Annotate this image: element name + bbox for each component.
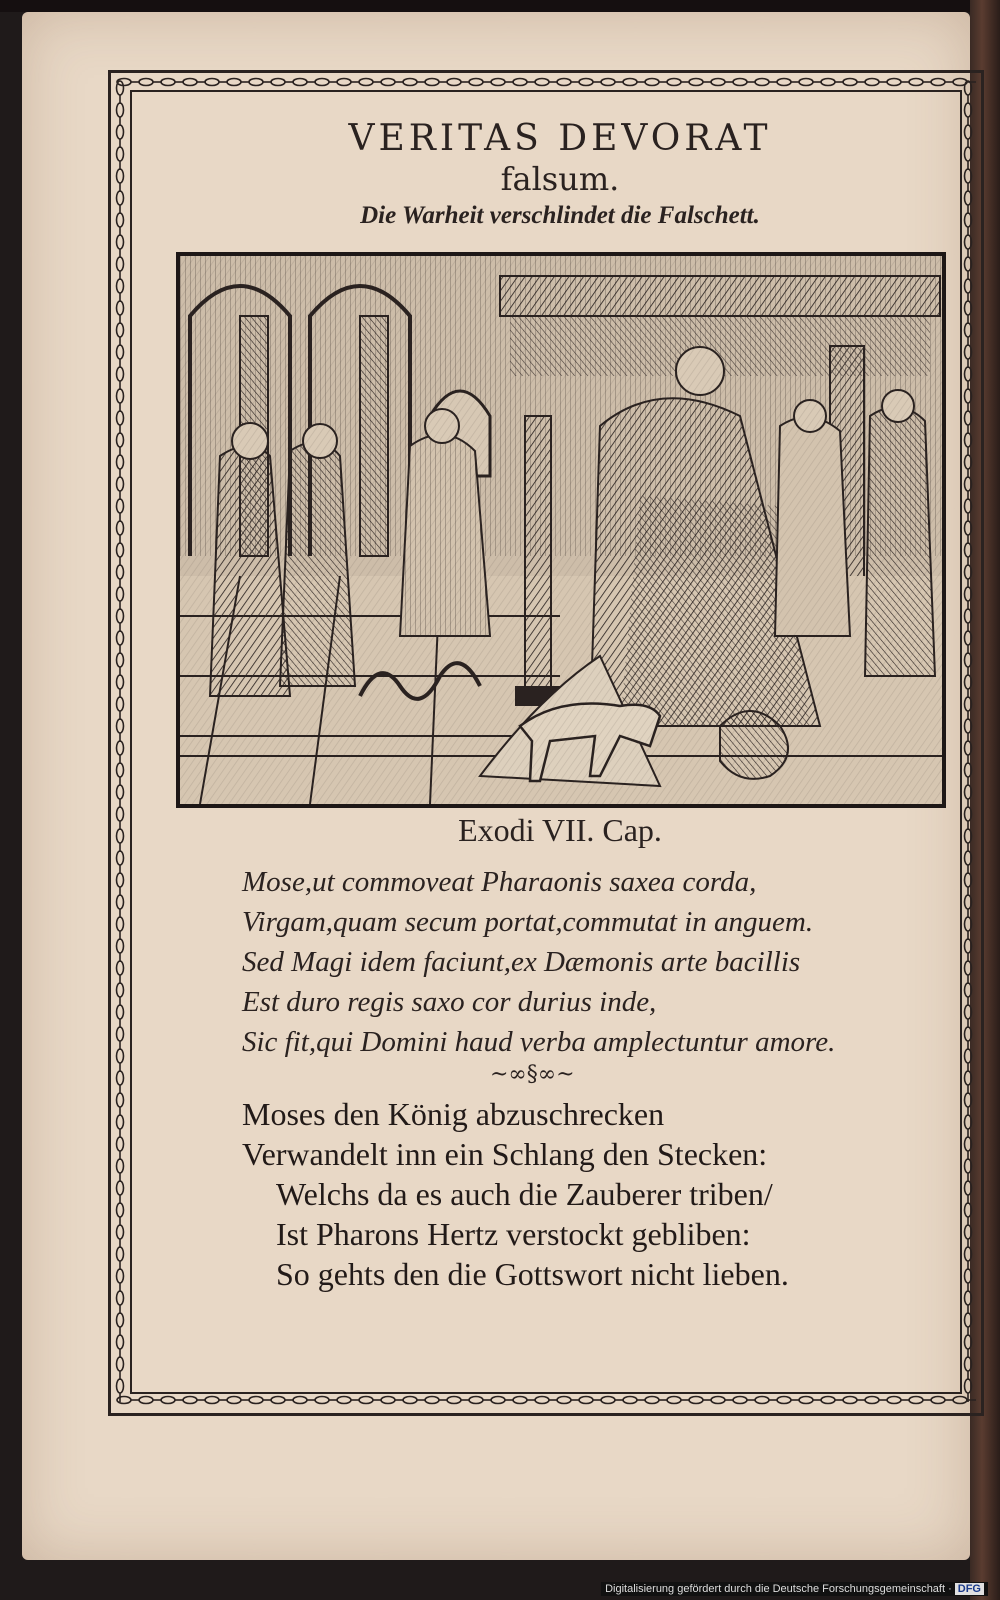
german-verse-line: Ist Pharons Hertz verstockt gebliben: — [276, 1216, 751, 1252]
german-verse-block — [242, 1094, 842, 1294]
german-verse-line: Moses den König abzuschrecken — [242, 1096, 665, 1132]
latin-verse-line: Sic fit,qui Domini haud verba amplectuntur amore. — [242, 1026, 836, 1058]
latin-verse-line: Mose,ut commoveat Pharaonis saxea corda, — [242, 866, 757, 898]
credit-text: Digitalisierung gefördert durch die Deutsche Forschungsgemeinschaft · — [605, 1583, 952, 1595]
german-verse-line: Welchs da es auch die Zauberer triben/ — [276, 1176, 773, 1212]
woodcut-illustration — [176, 252, 946, 808]
fleuron-ornament: ~∞§∞~ — [490, 1062, 575, 1087]
german-verse-line: Verwandelt inn ein Schlang den Stecken: — [242, 1136, 768, 1172]
german-motto: Die Warheit verschlindet die Falschett. — [360, 202, 760, 229]
scan-top-edge — [0, 0, 1000, 12]
latin-motto-continuation: falsum. — [500, 160, 620, 198]
latin-verse-line: Est duro regis saxo cor durius inde, — [242, 986, 657, 1018]
latin-verse-block — [242, 862, 882, 1062]
chapter-caption: Exodi VII. Cap. — [458, 812, 662, 848]
chain-border-top — [112, 76, 976, 88]
german-verse-line: So gehts den die Gottswort nicht lieben. — [276, 1256, 789, 1292]
latin-motto-title: VERITAS DEVORAT — [348, 118, 772, 159]
latin-verse-line: Virgam,quam secum portat,commutat in anguem. — [242, 906, 814, 938]
chain-border-left — [114, 76, 126, 1406]
chain-border-right — [962, 76, 974, 1406]
dfg-logo: DFG — [955, 1583, 984, 1595]
chain-border-bottom — [112, 1394, 976, 1406]
latin-verse-line: Sed Magi idem faciunt,ex Dæmonis arte bacillis — [242, 946, 801, 978]
digitization-credit — [601, 1582, 988, 1596]
